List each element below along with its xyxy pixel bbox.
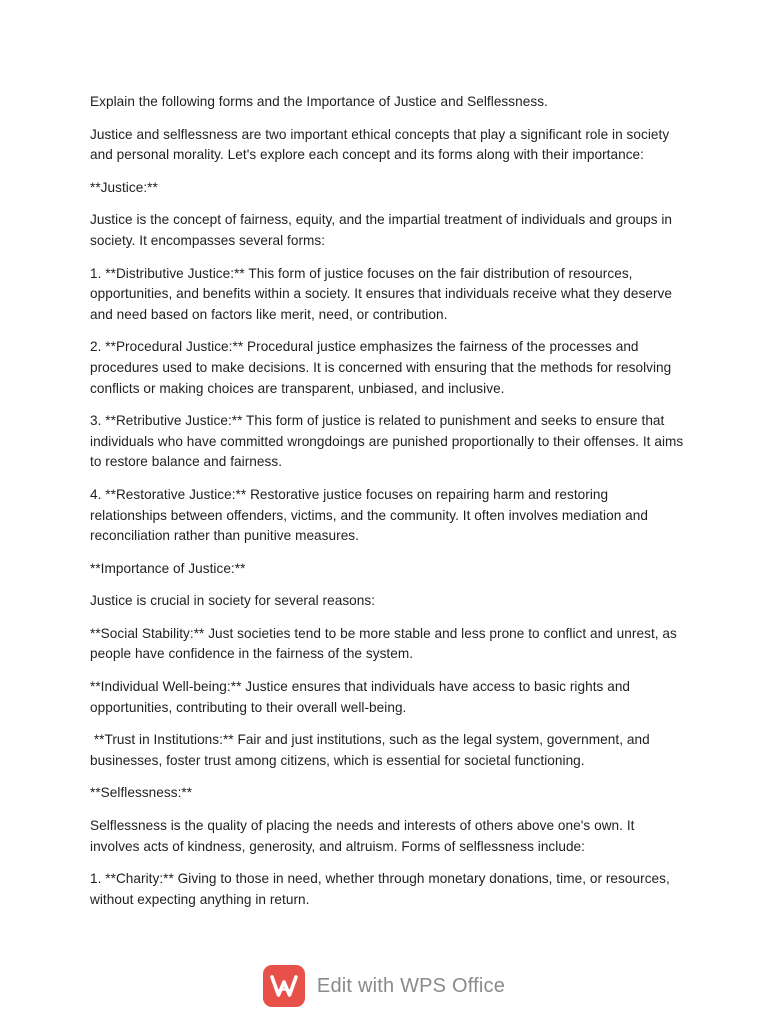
restorative-justice-item: 4. **Restorative Justice:** Restorative justice focuses on repairing harm and restoring relationships between offenders, victims, and the community. It often involves mediation and reconciliation rather than punitive measures.	[90, 486, 652, 544]
trust-in-institutions-item: **Trust in Institutions:** Fair and just institutions, such as the legal system, government, and businesses, foster trust among citizens, which is essential for societal functioning.	[90, 732, 654, 768]
charity-item: 1. **Charity:** Giving to those in need, whether through monetary donations, time, or resources, without expecting anything in return.	[90, 871, 674, 907]
edit-with-wps-label: Edit with WPS Office	[316, 974, 506, 997]
edit-with-wps-button[interactable]	[263, 965, 505, 1007]
social-stability-item: **Social Stability:** Just societies tend to be more stable and less prone to conflict and unrest, as people have confidence in the fairness of the system.	[90, 625, 681, 662]
distributive-justice-item: 1. **Distributive Justice:** This form of justice focuses on the fair distribution of resources, opportunities, and benefits within a society. It ensures that individuals receive what they deserve and need based on factors like merit, need, or contribution.	[90, 265, 676, 322]
justice-heading: **Justice:**	[90, 179, 158, 195]
selflessness-definition: Selflessness is the quality of placing the needs and interests of others above one's own. It involves acts of kindness, generosity, and altruism. Forms of selflessness include:	[90, 818, 639, 854]
footer-bar	[0, 964, 768, 1008]
retributive-justice-item: 3. **Retributive Justice:** This form of justice is related to punishment and seeks to ensure that individuals who have committed wrongdoings are punished proportionally to their offenses. It aims to restore balance and fairness.	[90, 413, 688, 470]
importance-of-justice-heading: **Importance of Justice:**	[90, 560, 246, 576]
wps-office-logo-icon	[263, 965, 305, 1007]
procedural-justice-item: 2. **Procedural Justice:** Procedural justice emphasizes the fairness of the processes and procedures used to make decisions. It is concerned with ensuring that the methods for resolving conflicts or making choices are transparent, unbiased, and inclusive.	[90, 339, 676, 396]
selflessness-heading: **Selflessness:**	[90, 785, 193, 801]
importance-intro: Justice is crucial in society for several reasons:	[90, 593, 376, 609]
document-question: Explain the following forms and the Importance of Justice and Selflessness.	[90, 94, 548, 109]
justice-definition: Justice is the concept of fairness, equity, and the impartial treatment of individuals and groups in society. It encompasses several forms:	[90, 212, 676, 248]
intro-paragraph: Justice and selflessness are two important ethical concepts that play a significant role in society and personal morality. Let's explore each concept and its forms along with their importance:	[90, 126, 674, 163]
individual-wellbeing-item: **Individual Well-being:** Justice ensures that individuals have access to basic rights and opportunities, contributing to their overall well-being.	[90, 679, 634, 715]
document-body	[90, 92, 688, 922]
